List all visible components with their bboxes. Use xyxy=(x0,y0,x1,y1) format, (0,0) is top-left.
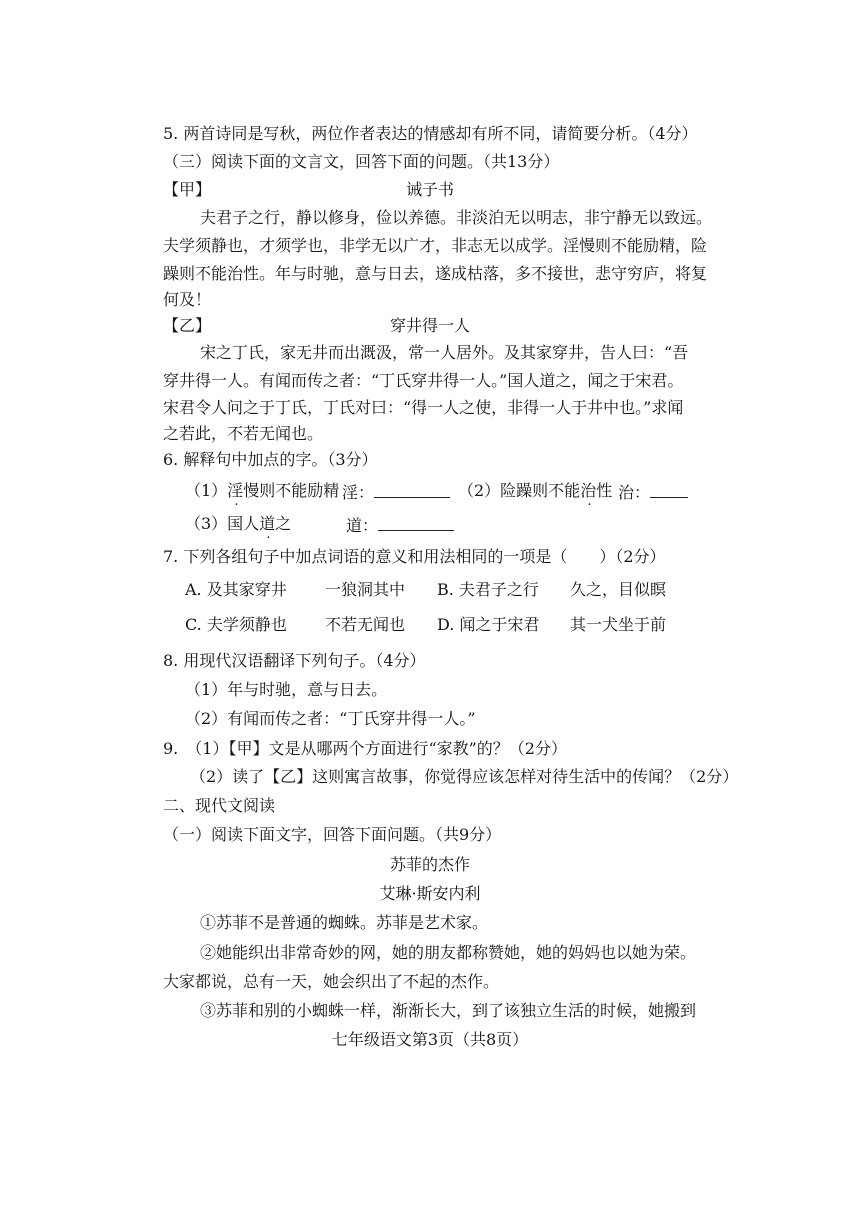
dotted-char: 道 xyxy=(259,514,276,533)
question-6-key-3: 道： xyxy=(346,514,454,536)
option-b: B. 夫君子之行 xyxy=(437,580,539,599)
passage-yi-title: 穿井得一人 xyxy=(389,316,470,335)
part-2-subheading: （一）阅读下面文字，回答下面问题。（共9分） xyxy=(163,825,502,844)
passage-jia-line: 夫君子之行，静以修身，俭以养德。非淡泊无以明志，非宁静无以致远。 xyxy=(200,208,713,227)
passage-jia-title: 诫子书 xyxy=(405,180,454,199)
question-6-key-2: 治： xyxy=(618,481,688,503)
question-8-stem: 8. 用现代汉语翻译下列句子。（4分） xyxy=(163,651,426,670)
question-8-sentence-2: （2）有闻而传之者：“丁氏穿井得一人。” xyxy=(185,709,476,728)
section-classical-title: （三）阅读下面的文言文，回答下面的问题。（共13分） xyxy=(163,152,560,171)
part-2-heading: 二、现代文阅读 xyxy=(163,796,276,815)
option-c-compare: 不若无闻也 xyxy=(325,615,406,634)
question-9-part-2: （2）读了【乙】这则寓言故事，你觉得应该怎样对待生活中的传闻？（2分） xyxy=(190,767,739,786)
answer-blank[interactable] xyxy=(650,481,688,498)
story-paragraph-3: ③苏菲和别的小蜘蛛一样，渐渐长大，到了该独立生活的时候，她搬到 xyxy=(200,1001,697,1020)
answer-blank[interactable] xyxy=(374,481,450,498)
option-a: A. 及其家穿井 xyxy=(185,580,287,599)
question-6-item-2: （2）险躁则不能治性 xyxy=(458,481,613,500)
option-d-compare: 其一犬坐于前 xyxy=(570,615,667,634)
story-author: 艾琳·斯安内利 xyxy=(379,884,481,903)
option-c: C. 夫学须静也 xyxy=(185,615,287,634)
passage-jia-line: 躁则不能治性。年与时驰，意与日去，遂成枯落，多不接世，悲守穷庐，将复 xyxy=(163,264,708,283)
question-8-sentence-1: （1）年与时驰，意与日去。 xyxy=(185,680,388,699)
passage-jia-line: 何及！ xyxy=(163,290,212,309)
passage-yi-line: 宋君令人问之于丁氏，丁氏对曰：“得一人之使，非得一人于井中也。”求闻 xyxy=(163,398,684,417)
question-9-part-1: 9. （1）【甲】文是从哪两个方面进行“家教”的？（2分） xyxy=(163,739,567,758)
question-6-key-1: 淫： xyxy=(342,481,450,503)
question-6-item-3: （3）国人道之 xyxy=(185,514,292,533)
answer-blank[interactable] xyxy=(378,514,454,531)
option-a-compare: 一狼洞其中 xyxy=(325,580,406,599)
page-footer: 七年级语文第3页（共8页） xyxy=(331,1030,529,1049)
question-5: 5. 两首诗同是写秋，两位作者表达的情感却有所不同，请简要分析。（4分） xyxy=(163,124,698,143)
passage-yi-line: 宋之丁氏，家无井而出溉汲，常一人居外。及其家穿井，告人曰：“吾 xyxy=(200,343,689,362)
dotted-char: 淫 xyxy=(227,481,244,500)
question-6-stem: 6. 解释句中加点的字。（3分） xyxy=(163,450,378,469)
passage-yi-tag: 【乙】 xyxy=(163,316,212,335)
story-title: 苏菲的杰作 xyxy=(389,855,470,874)
story-paragraph-1: ①苏菲不是普通的蜘蛛。苏菲是艺术家。 xyxy=(200,913,489,932)
option-b-compare: 久之，目似瞑 xyxy=(570,580,667,599)
passage-yi-line: 穿井得一人。有闻而传之者：“丁氏穿井得一人。”国人道之，闻之于宋君。 xyxy=(163,371,684,390)
passage-yi-line: 之若此，不若无闻也。 xyxy=(163,424,324,443)
passage-jia-line: 夫学须静也，才须学也，非学无以广才，非志无以成学。淫慢则不能励精，险 xyxy=(163,236,708,255)
option-d: D. 闻之于宋君 xyxy=(437,615,540,634)
story-paragraph-2-cont: 大家都说，总有一天，她会织出了不起的杰作。 xyxy=(163,972,500,991)
question-7-stem: 7. 下列各组句子中加点词语的意义和用法相同的一项是（ ）（2分） xyxy=(163,547,666,566)
passage-jia-tag: 【甲】 xyxy=(163,180,212,199)
question-6-item-1: （1）淫慢则不能励精 xyxy=(185,481,340,500)
dotted-char: 治 xyxy=(580,481,597,500)
story-paragraph-2: ②她能织出非常奇妙的网，她的朋友都称赞她，她的妈妈也以她为荣。 xyxy=(200,943,697,962)
